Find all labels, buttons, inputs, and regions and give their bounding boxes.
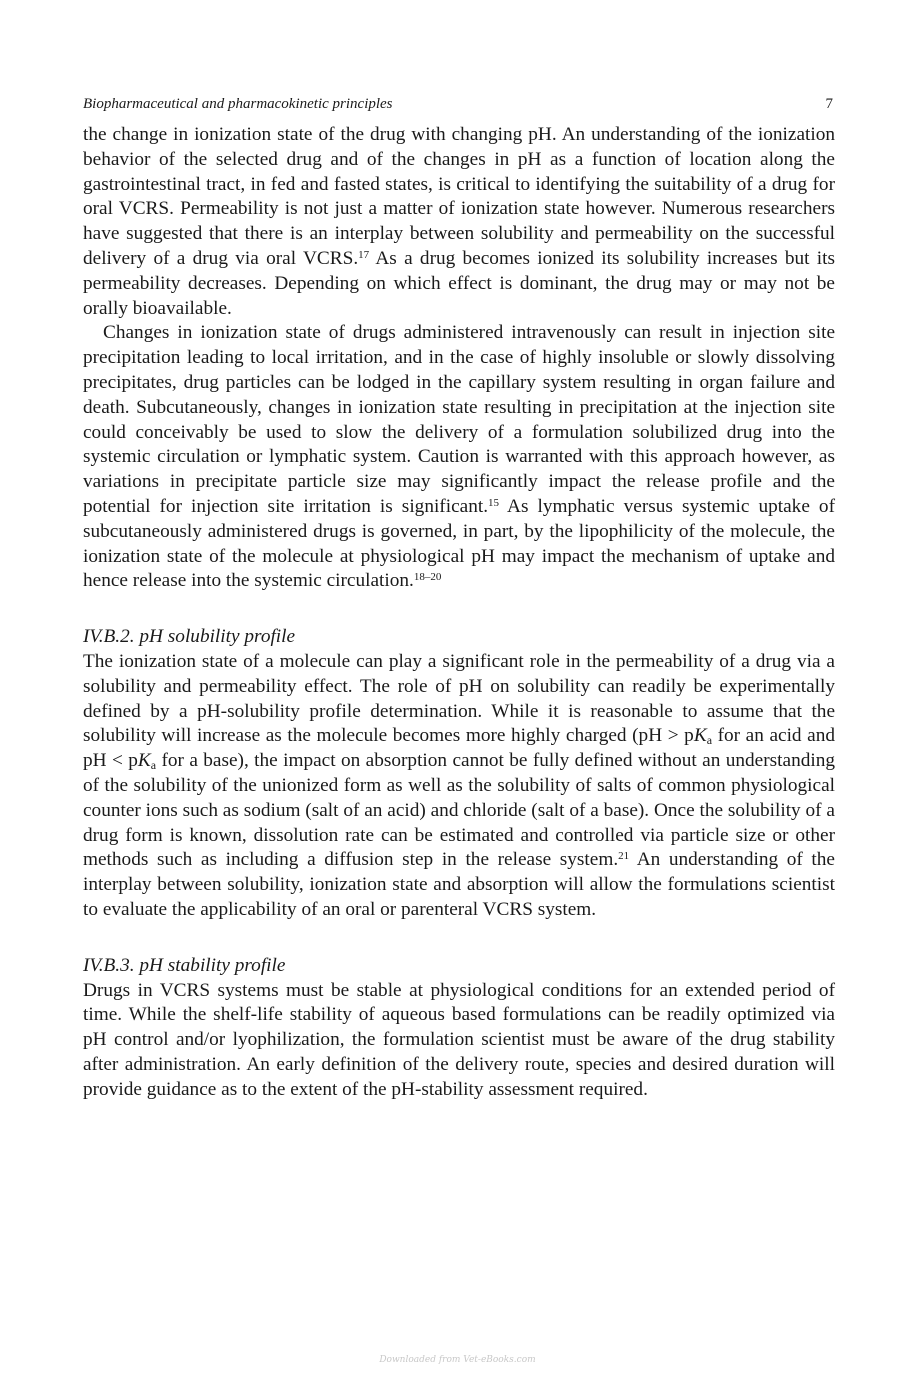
paragraph-ph-stability: Drugs in VCRS systems must be stable at physiological conditions for an extended period of time. While the shelf-life stability of aqueous based formulations can be readily optimized via pH control and/or lyophilization, the formulation scientist must be aware of the drug stability after administration. An early definition of the delivery route, species and desired duration will provide guidance as to the extent of the pH-stability assessment required. — [83, 979, 835, 1100]
running-head-title: Biopharmaceutical and pharmacokinetic principles — [83, 96, 393, 112]
pka-k-1: K — [693, 725, 707, 747]
running-head — [83, 96, 835, 113]
s2-text-d: An understanding of the interplay between solubility, ionization state and absorption will allow the formulations scientist to evaluate the applicability of an oral or parenteral VCRS system. — [83, 849, 835, 920]
section-heading-ph-stability: IV.B.3. pH stability profile — [83, 954, 286, 976]
s2-text-a: The ionization state of a molecule can play a significant role in the permeability of a drug via a solubility and permeability effect. The role of pH on solubility can readily be experimentally defined by a pH-solubility profile determination. While it is reasonable to assume that the solubility will increase as the molecule becomes more highly charged (pH > p — [83, 650, 835, 747]
document-page — [83, 96, 835, 1102]
citation-15: 15 — [488, 496, 500, 509]
section-heading-ph-solubility: IV.B.2. pH solubility profile — [83, 626, 296, 648]
citation-17: 17 — [358, 248, 370, 261]
s2-text-b: for an acid and pH < p — [83, 725, 835, 772]
download-watermark: Downloaded from Vet-eBooks.com — [379, 1355, 536, 1365]
citation-18-20: 18–20 — [413, 571, 442, 584]
paragraph-injection-site — [83, 321, 835, 594]
pka-k-2: K — [137, 750, 151, 772]
p2-text-a: Changes in ionization state of drugs administered intravenously can result in injection site precipitation leading to local irritation, and in the case of highly insoluble or slowly dissolving precipitates, drug particles can be lodged in the capillary system resulting in organ failure and death. Subcutaneously, changes in ionization state resulting in precipitation at the injection site could conceivably be used to slow the delivery of a formulation solubilized drug into the systemic circulation or lymphatic system. Caution is warranted with this approach however, as variations in precipitate particle size may significantly impact the release profile and the potential for injection site irritation is significant. — [83, 322, 835, 517]
page-number: 7 — [825, 96, 833, 112]
pka-sub-1: a — [706, 733, 713, 748]
p1-text-b: As a drug becomes ionized its solubility increases but its permeability decreases. Depending on which effect is dominant, the drug may or may not be orally bioavailable. — [83, 247, 835, 319]
s2-text-c: for a base), the impact on absorption cannot be fully defined without an understanding of the solubility of the unionized form as well as the solubility of salts of common physiological counter ions such as sodium (salt of an acid) and chloride (salt of a base). Once the solubility of a drug form is known, dissolution rate can be estimated and controlled via particle size or other methods such as including a diffusion step in the release system. — [83, 750, 835, 871]
p1-text-a: the change in ionization state of the drug with changing pH. An understanding of the ionization behavior of the selected drug and of the changes in pH as a function of location along the gastrointestinal tract, in fed and fasted states, is critical to identifying the suitability of a drug for oral VCRS. Permeability is not just a matter of ionization state however. Numerous researchers have suggested that there is an interplay between solubility and permeability on the successful delivery of a drug via oral VCRS. — [83, 124, 835, 269]
paragraph-ionization-continued — [83, 123, 835, 321]
citation-21: 21 — [618, 850, 630, 863]
p2-text-b: As lymphatic versus systemic uptake of subcutaneously administered drugs is governed, in part, by the lipophilicity of the molecule, the ionization state of the molecule at physiological pH may impact the mechanism of uptake and hence release into the systemic circulation. — [83, 495, 835, 592]
paragraph-ph-solubility — [83, 650, 835, 923]
pka-sub-2: a — [150, 758, 157, 773]
